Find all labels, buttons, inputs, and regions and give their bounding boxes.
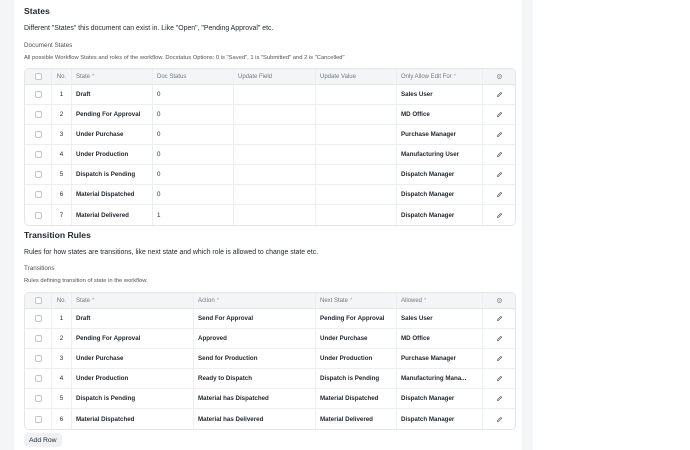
required-marker: * xyxy=(453,73,457,80)
cell-update-field[interactable] xyxy=(234,165,316,184)
cell-action[interactable]: Ready to Dispatch xyxy=(194,369,316,388)
cell-allowed[interactable]: Purchase Manager xyxy=(397,349,483,368)
row-checkbox-cell[interactable] xyxy=(25,309,52,328)
row-edit-button[interactable] xyxy=(483,409,515,429)
row-number: 5 xyxy=(52,389,72,408)
cell-action[interactable]: Material has Dispatched xyxy=(194,389,316,408)
row-checkbox-cell[interactable] xyxy=(25,125,52,144)
row-edit-button[interactable] xyxy=(483,205,515,225)
transitions-description: Rules defining transition of state in the workflow. xyxy=(24,278,148,284)
cell-allowed[interactable]: Sales User xyxy=(397,309,483,328)
row-checkbox[interactable] xyxy=(35,91,42,98)
row-checkbox[interactable] xyxy=(35,191,42,198)
cell-update-value[interactable] xyxy=(316,165,397,184)
row-checkbox-cell[interactable] xyxy=(25,85,52,104)
cell-action[interactable]: Send for Production xyxy=(194,349,316,368)
cell-next-state[interactable]: Under Purchase xyxy=(316,329,397,348)
row-checkbox[interactable] xyxy=(35,131,42,138)
cell-doc-status[interactable]: 0 xyxy=(153,125,234,144)
cell-update-field[interactable] xyxy=(234,125,316,144)
row-checkbox[interactable] xyxy=(35,171,42,178)
cell-state[interactable]: Material Dispatched xyxy=(72,409,194,429)
grid-settings-button[interactable] xyxy=(483,69,515,84)
cell-state[interactable]: Under Production xyxy=(72,145,153,164)
cell-allowed[interactable]: Dispatch Manager xyxy=(397,409,483,429)
row-number: 2 xyxy=(52,329,72,348)
table-row[interactable] xyxy=(25,309,515,329)
document-states-label: Document States xyxy=(24,42,73,49)
cell-next-state[interactable]: Material Dispatched xyxy=(316,389,397,408)
cell-state[interactable]: Dispatch is Pending xyxy=(72,165,153,184)
row-checkbox[interactable] xyxy=(35,355,42,362)
col-next-state xyxy=(316,293,397,308)
states-section-description: Different "States" this document can exist in. Like "Open", "Pending Approval" etc. xyxy=(24,25,274,32)
cell-state[interactable]: Pending For Approval xyxy=(72,105,153,124)
cell-allow-edit[interactable]: Dispatch Manager xyxy=(397,185,483,204)
row-number: 3 xyxy=(52,125,72,144)
transitions-grid-body xyxy=(25,309,515,429)
transitions-grid-header xyxy=(25,293,515,309)
required-marker: * xyxy=(92,297,95,304)
required-marker: * xyxy=(350,297,353,304)
cell-allow-edit[interactable]: Manufacturing User xyxy=(397,145,483,164)
cell-action[interactable]: Approved xyxy=(194,329,316,348)
pencil-icon[interactable] xyxy=(496,375,503,382)
col-action-label: Action xyxy=(198,297,215,304)
cell-state[interactable]: Material Dispatched xyxy=(72,185,153,204)
table-row[interactable] xyxy=(25,185,515,205)
col-action xyxy=(194,293,316,308)
side-panel xyxy=(533,0,690,450)
cell-doc-status[interactable]: 0 xyxy=(153,185,234,204)
row-number: 1 xyxy=(52,85,72,104)
col-no: No. xyxy=(52,293,72,308)
row-number: 5 xyxy=(52,165,72,184)
pencil-icon[interactable] xyxy=(496,131,503,138)
row-checkbox-cell[interactable] xyxy=(25,145,52,164)
pencil-icon[interactable] xyxy=(496,395,503,402)
row-checkbox-cell[interactable] xyxy=(25,165,52,184)
row-checkbox[interactable] xyxy=(35,375,42,382)
row-edit-button[interactable] xyxy=(483,389,515,408)
cell-update-value[interactable] xyxy=(316,85,397,104)
cell-doc-status[interactable]: 0 xyxy=(153,165,234,184)
row-edit-button[interactable] xyxy=(483,349,515,368)
row-number: 6 xyxy=(52,409,72,429)
cell-update-value[interactable] xyxy=(316,145,397,164)
gear-icon[interactable] xyxy=(496,297,503,304)
states-grid-header xyxy=(25,69,515,85)
select-all-checkbox-cell[interactable] xyxy=(25,69,52,84)
required-marker: * xyxy=(216,297,220,304)
transitions-label: Transitions xyxy=(24,265,55,272)
cell-next-state[interactable]: Under Production xyxy=(316,349,397,368)
row-checkbox-cell[interactable] xyxy=(25,369,52,388)
states-grid-body xyxy=(25,85,515,225)
row-number: 6 xyxy=(52,185,72,204)
states-section-title: States xyxy=(24,6,50,16)
cell-allowed[interactable]: MD Office xyxy=(397,329,483,348)
grid-settings-button[interactable] xyxy=(483,293,515,308)
cell-action[interactable]: Material has Delivered xyxy=(194,409,316,429)
col-allowed-label: Allowed xyxy=(401,297,423,304)
cell-allow-edit[interactable]: Dispatch Manager xyxy=(397,165,483,184)
pencil-icon[interactable] xyxy=(496,416,503,423)
row-edit-button[interactable] xyxy=(483,105,515,124)
table-row[interactable] xyxy=(25,105,515,125)
table-row[interactable] xyxy=(25,329,515,349)
row-edit-button[interactable] xyxy=(483,329,515,348)
row-number: 7 xyxy=(52,205,72,225)
cell-update-field[interactable] xyxy=(234,105,316,124)
row-checkbox-cell[interactable] xyxy=(25,409,52,429)
pencil-icon[interactable] xyxy=(496,111,503,118)
row-checkbox-cell[interactable] xyxy=(25,329,52,348)
pencil-icon[interactable] xyxy=(496,91,503,98)
pencil-icon[interactable] xyxy=(496,355,503,362)
row-edit-button[interactable] xyxy=(483,185,515,204)
table-row[interactable] xyxy=(25,125,515,145)
pencil-icon[interactable] xyxy=(496,212,503,219)
row-edit-button[interactable] xyxy=(483,165,515,184)
cell-update-field[interactable] xyxy=(234,145,316,164)
pencil-icon[interactable] xyxy=(496,191,503,198)
cell-next-state[interactable]: Dispatch is Pending xyxy=(316,369,397,388)
cell-state[interactable]: Draft xyxy=(72,85,153,104)
cell-allow-edit[interactable]: MD Office xyxy=(397,105,483,124)
cell-allowed[interactable]: Dispatch Manager xyxy=(397,389,483,408)
cell-allowed[interactable]: Manufacturing Mana... xyxy=(397,369,483,388)
row-checkbox[interactable] xyxy=(35,335,42,342)
workflow-form-card xyxy=(14,0,522,450)
col-state xyxy=(72,69,153,84)
cell-update-field[interactable] xyxy=(234,85,316,104)
row-edit-button[interactable] xyxy=(483,369,515,388)
row-checkbox-cell[interactable] xyxy=(25,205,52,225)
table-row[interactable] xyxy=(25,145,515,165)
col-state-label: State xyxy=(76,73,91,80)
cell-allow-edit[interactable]: Sales User xyxy=(397,85,483,104)
row-checkbox[interactable] xyxy=(35,315,42,322)
row-edit-button[interactable] xyxy=(483,145,515,164)
row-checkbox-cell[interactable] xyxy=(25,349,52,368)
table-row[interactable] xyxy=(25,349,515,369)
table-row[interactable] xyxy=(25,389,515,409)
cell-state[interactable]: Under Purchase xyxy=(72,125,153,144)
row-edit-button[interactable] xyxy=(483,125,515,144)
required-marker: * xyxy=(424,297,427,304)
col-update-field: Update Field xyxy=(234,69,316,84)
cell-update-value[interactable] xyxy=(316,205,397,225)
row-checkbox[interactable] xyxy=(35,416,42,423)
pencil-icon[interactable] xyxy=(496,315,503,322)
gear-icon[interactable] xyxy=(496,73,503,80)
table-row[interactable] xyxy=(25,369,515,389)
col-update-value: Update Value xyxy=(316,69,397,84)
table-row[interactable] xyxy=(25,205,515,225)
transitions-section-description: Rules for how states are transitions, like next state and which role is allowed to change state etc. xyxy=(24,249,319,256)
row-checkbox-cell[interactable] xyxy=(25,185,52,204)
cell-state[interactable]: Under Production xyxy=(72,369,194,388)
cell-update-field[interactable] xyxy=(234,205,316,225)
cell-allow-edit[interactable]: Purchase Manager xyxy=(397,125,483,144)
row-checkbox-cell[interactable] xyxy=(25,105,52,124)
table-row[interactable] xyxy=(25,85,515,105)
cell-doc-status[interactable]: 0 xyxy=(153,145,234,164)
col-state-label: State xyxy=(76,297,91,304)
cell-next-state[interactable]: Material Delivered xyxy=(316,409,397,429)
cell-update-field[interactable] xyxy=(234,185,316,204)
row-number: 2 xyxy=(52,105,72,124)
states-grid xyxy=(24,68,516,226)
row-checkbox[interactable] xyxy=(35,151,42,158)
table-row[interactable] xyxy=(25,409,515,429)
row-number: 1 xyxy=(52,309,72,328)
table-row[interactable] xyxy=(25,165,515,185)
col-allowed xyxy=(397,293,483,308)
cell-allow-edit[interactable]: Dispatch Manager xyxy=(397,205,483,225)
col-next-state-label: Next State xyxy=(320,297,349,304)
required-marker: * xyxy=(92,73,95,80)
row-checkbox-cell[interactable] xyxy=(25,389,52,408)
cell-doc-status[interactable]: 0 xyxy=(153,105,234,124)
row-number: 4 xyxy=(52,145,72,164)
cell-state[interactable]: Under Purchase xyxy=(72,349,194,368)
cell-update-value[interactable] xyxy=(316,185,397,204)
add-row-button[interactable]: Add Row xyxy=(24,433,62,447)
row-checkbox[interactable] xyxy=(35,111,42,118)
document-states-description: All possible Workflow States and roles of the workflow. Docstatus Options: 0 is "Saved", 1 is "Submitted" and 2 is "Cancelled" xyxy=(24,55,345,61)
col-doc-status: Doc Status xyxy=(153,69,234,84)
col-no: No. xyxy=(52,69,72,84)
pencil-icon[interactable] xyxy=(496,151,503,158)
row-checkbox[interactable] xyxy=(35,212,42,219)
cell-state[interactable]: Draft xyxy=(72,309,194,328)
col-allow-edit xyxy=(397,69,483,84)
cell-next-state[interactable]: Pending For Approval xyxy=(316,309,397,328)
select-all-checkbox[interactable] xyxy=(35,73,42,80)
cell-update-value[interactable] xyxy=(316,105,397,124)
transitions-section-title: Transition Rules xyxy=(24,230,91,240)
cell-action[interactable]: Send For Approval xyxy=(194,309,316,328)
row-number: 4 xyxy=(52,369,72,388)
row-edit-button[interactable] xyxy=(483,85,515,104)
pencil-icon[interactable] xyxy=(496,171,503,178)
col-allow-edit-label: Only Allow Edit For xyxy=(401,73,452,80)
row-checkbox[interactable] xyxy=(35,395,42,402)
cell-state[interactable]: Pending For Approval xyxy=(72,329,194,348)
pencil-icon[interactable] xyxy=(496,335,503,342)
cell-update-value[interactable] xyxy=(316,125,397,144)
select-all-checkbox-cell[interactable] xyxy=(25,293,52,308)
cell-state[interactable]: Dispatch is Pending xyxy=(72,389,194,408)
row-edit-button[interactable] xyxy=(483,309,515,328)
select-all-checkbox[interactable] xyxy=(35,297,42,304)
row-number: 3 xyxy=(52,349,72,368)
cell-doc-status[interactable]: 1 xyxy=(153,205,234,225)
transitions-grid xyxy=(24,292,516,430)
cell-state[interactable]: Material Delivered xyxy=(72,205,153,225)
col-state xyxy=(72,293,194,308)
cell-doc-status[interactable]: 0 xyxy=(153,85,234,104)
